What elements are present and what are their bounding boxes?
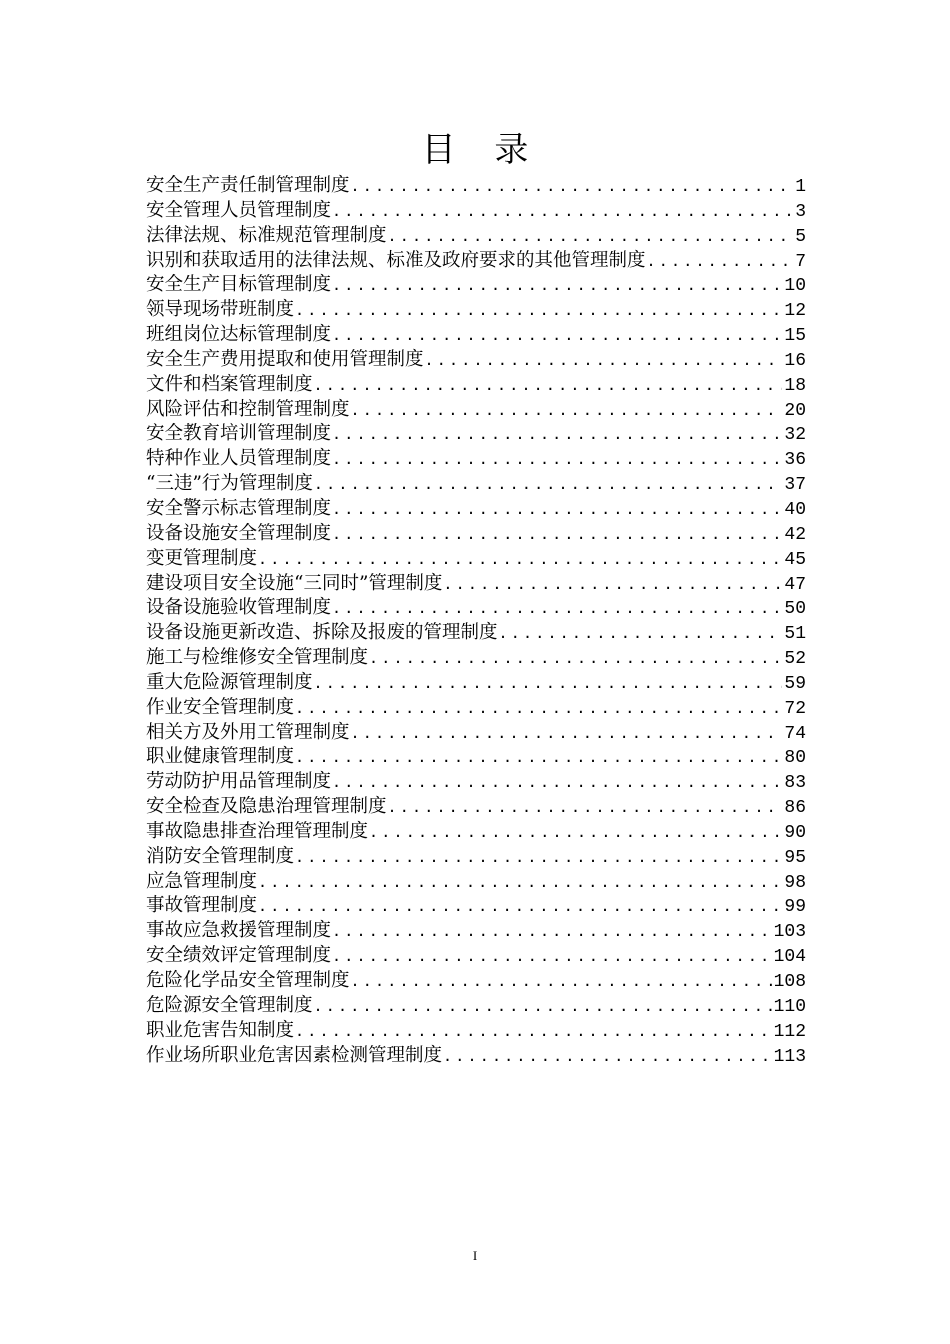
toc-entry-page-number: 110 [773,996,806,1017]
toc-entry[interactable] [146,745,806,770]
toc-entry-page-number: 47 [784,574,806,595]
toc-entry-title: 职业健康管理制度 [146,746,295,768]
toc-entry-title: 相关方及外用工管理制度 [146,721,350,743]
toc-entry[interactable] [146,994,806,1019]
toc-entry[interactable] [146,1044,806,1069]
toc-dot-leader [313,373,783,398]
toc-entry[interactable] [146,174,806,199]
toc-entry-title: 特种作业人员管理制度 [146,448,332,470]
toc-entry-page-number: 20 [784,400,806,421]
toc-entry-title: 应急管理制度 [146,870,258,892]
toc-dot-leader [331,447,782,472]
toc-entry-title: 安全生产目标管理制度 [146,274,332,296]
toc-entry-page-number: 98 [784,872,806,893]
toc-dot-leader [257,547,782,572]
toc-dot-leader [350,174,794,199]
toc-dot-leader [257,894,782,919]
toc-entry-page-number: 16 [784,350,806,371]
toc-dot-leader [294,696,782,721]
toc-dot-leader [257,870,782,895]
toc-entry-title: 作业安全管理制度 [146,696,295,718]
toc-entry-title: 安全管理人员管理制度 [146,199,332,221]
toc-entry-title: 事故应急救援管理制度 [146,920,332,942]
toc-entry[interactable] [146,572,806,597]
toc-entry[interactable] [146,969,806,994]
toc-entry-title: 建设项目安全设施“三同时”管理制度 [146,572,443,594]
toc-dot-leader [368,820,782,845]
toc-entry-page-number: 112 [773,1021,806,1042]
page-title: 目 录 [421,130,543,170]
toc-entry-title: 劳动防护用品管理制度 [146,771,332,793]
toc-entry-page-number: 18 [784,375,806,396]
toc-entry-title: 法律法规、标准规范管理制度 [146,224,387,246]
toc-entry-title: 设备设施安全管理制度 [146,522,332,544]
toc-entry-page-number: 32 [784,425,806,446]
toc-entry[interactable] [146,373,806,398]
toc-entry-page-number: 12 [784,301,806,322]
toc-entry-page-number: 95 [784,847,806,868]
toc-entry-page-number: 99 [784,897,806,918]
toc-entry-title: 危险源安全管理制度 [146,994,313,1016]
toc-entry-title: 识别和获取适用的法律法规、标准及政府要求的其他管理制度 [146,249,646,271]
toc-dot-leader [350,969,772,994]
toc-entry[interactable] [146,696,806,721]
toc-entry-page-number: 108 [773,972,806,992]
toc-dot-leader [442,1044,772,1069]
toc-entry-page-number: 3 [795,201,806,222]
toc-entry[interactable] [146,497,806,522]
toc-dot-leader [331,522,782,547]
toc-entry[interactable] [146,870,806,895]
toc-dot-leader [331,497,782,522]
toc-entry-title: 设备设施更新改造、拆除及报废的管理制度 [146,622,498,644]
toc-entry-page-number: 36 [784,450,806,471]
toc-entry-page-number: 80 [784,748,806,769]
toc-entry-title: “三违”行为管理制度 [146,473,313,495]
toc-dot-leader [313,472,782,497]
toc-entry-title: 安全警示标志管理制度 [146,497,332,519]
toc-entry[interactable] [146,547,806,572]
toc-entry[interactable] [146,249,806,274]
toc-entry[interactable] [146,522,806,547]
toc-entry-title: 班组岗位达标管理制度 [146,324,332,346]
toc-entry-page-number: 5 [795,226,806,247]
toc-entry-title: 安全教育培训管理制度 [146,423,332,445]
toc-entry-title: 设备设施验收管理制度 [146,597,332,619]
toc-dot-leader [331,596,782,621]
toc-entry[interactable] [146,273,806,298]
toc-entry[interactable] [146,770,806,795]
toc-entry-title: 安全生产责任制管理制度 [146,175,350,196]
toc-entry-page-number: 52 [784,649,806,670]
toc-dot-leader [313,671,783,696]
toc-entry-title: 领导现场带班制度 [146,299,295,321]
toc-entry-page-number: 83 [784,773,806,794]
toc-dot-leader [294,845,782,870]
toc-entry-title: 消防安全管理制度 [146,845,295,867]
toc-dot-leader [313,994,772,1019]
toc-entry-page-number: 40 [784,499,806,520]
toc-entry-page-number: 103 [773,922,806,943]
toc-entry-title: 安全绩效评定管理制度 [146,945,332,967]
toc-entry-title: 施工与检维修安全管理制度 [146,647,369,669]
toc-dot-leader [350,721,783,746]
toc-entry-page-number: 86 [784,798,806,819]
toc-entry[interactable] [146,398,806,423]
toc-entry-page-number: 72 [784,698,806,719]
toc-entry[interactable] [146,1019,806,1044]
toc-dot-leader [387,795,783,820]
toc-dot-leader [368,646,782,671]
toc-entry[interactable] [146,795,806,820]
toc-entry[interactable] [146,224,806,249]
toc-dot-leader [294,298,782,323]
toc-entry-title: 职业危害告知制度 [146,1019,295,1041]
toc-entry[interactable] [146,298,806,323]
toc-entry-page-number: 45 [784,549,806,570]
toc-entry[interactable] [146,447,806,472]
toc-entry-title: 文件和档案管理制度 [146,373,313,395]
toc-entry-title: 作业场所职业危害因素检测管理制度 [146,1044,443,1066]
toc-entry-title: 安全检查及隐患治理管理制度 [146,796,387,818]
toc-entry-page-number: 113 [773,1046,806,1067]
toc-entry[interactable] [146,671,806,696]
toc-entry-page-number: 59 [784,673,806,694]
toc-entry-page-number: 74 [784,723,806,744]
toc-entry-page-number: 42 [784,524,806,545]
toc-entry[interactable] [146,820,806,845]
toc-entry[interactable] [146,721,806,746]
toc-dot-leader [294,1019,772,1044]
toc-entry[interactable] [146,944,806,969]
toc-entry-page-number: 10 [784,276,806,297]
toc-entry-page-number: 50 [784,599,806,620]
toc-dot-leader [331,273,782,298]
toc-entry[interactable] [146,894,806,919]
toc-entry[interactable] [146,348,806,373]
toc-dot-leader [331,944,772,969]
toc-entry-page-number: 90 [784,822,806,843]
toc-entry-page-number: 104 [773,947,806,968]
toc-entry-page-number: 37 [784,475,806,496]
toc-entry[interactable] [146,646,806,671]
toc-entry-title: 风险评估和控制管理制度 [146,398,350,420]
toc-entry-page-number: 1 [795,177,806,197]
toc-dot-leader [331,422,782,447]
table-of-contents [146,174,806,1068]
toc-dot-leader [331,323,782,348]
toc-entry-title: 事故管理制度 [146,895,258,917]
toc-dot-leader [331,770,782,795]
toc-entry-title: 安全生产费用提取和使用管理制度 [146,348,424,370]
toc-entry[interactable] [146,845,806,870]
toc-entry-title: 危险化学品安全管理制度 [146,970,350,991]
toc-entry-page-number: 51 [784,624,806,645]
toc-entry-page-number: 15 [784,326,806,347]
toc-entry[interactable] [146,199,806,224]
toc-dot-leader [387,224,794,249]
toc-entry[interactable] [146,472,806,497]
toc-entry-title: 事故隐患排查治理管理制度 [146,820,369,842]
toc-dot-leader [294,745,782,770]
page-number: I [472,1248,478,1263]
toc-dot-leader [331,199,793,224]
toc-entry-page-number: 7 [795,251,806,272]
toc-entry-title: 重大危险源管理制度 [146,671,313,693]
toc-entry[interactable] [146,422,806,447]
toc-dot-leader [442,572,782,597]
toc-entry[interactable] [146,919,806,944]
toc-dot-leader [331,919,772,944]
toc-dot-leader [498,621,783,646]
toc-entry[interactable] [146,323,806,348]
toc-entry-title: 变更管理制度 [146,547,258,569]
toc-dot-leader [424,348,783,373]
toc-entry[interactable] [146,596,806,621]
toc-entry[interactable] [146,621,806,646]
toc-dot-leader [350,398,783,423]
toc-dot-leader [646,249,794,274]
